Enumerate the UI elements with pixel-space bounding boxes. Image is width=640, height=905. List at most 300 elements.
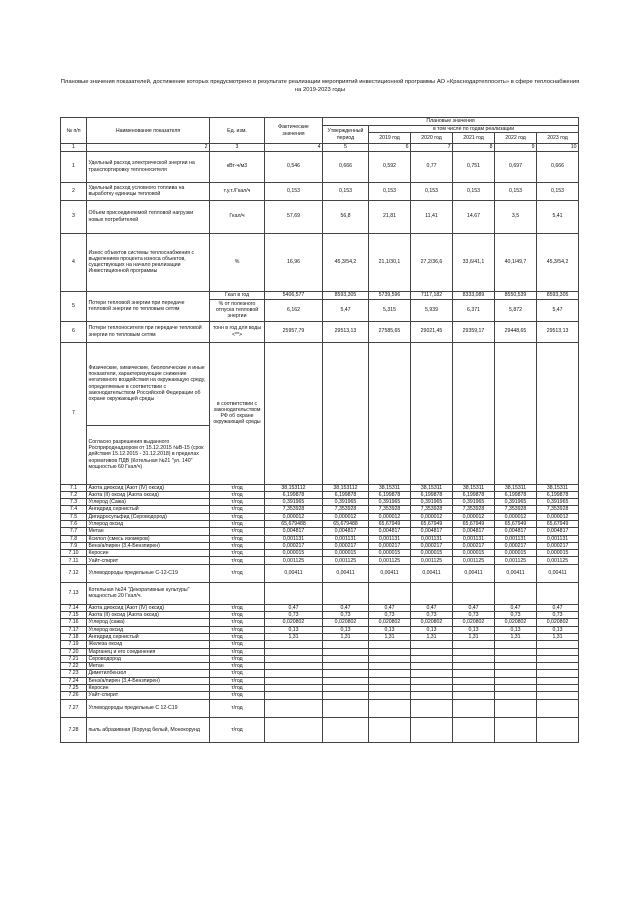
value-cell: 38,15311: [369, 484, 411, 491]
empty-cell: [453, 699, 495, 717]
value-cell: 38,153112: [265, 484, 323, 491]
value-cell: 0,47: [537, 604, 579, 611]
value-cell: 0,13: [265, 626, 323, 633]
table-row: [61, 619, 579, 626]
value-cell: 0,153: [453, 182, 495, 200]
unit-cell: т/год: [210, 513, 265, 520]
value-cell: 0,00411: [265, 564, 323, 582]
value-cell: 0,020802: [495, 619, 537, 626]
pollutant-name: Углерод оксид: [87, 520, 210, 527]
indicator-name: Физические, химические, биологические и иные показатели, характеризующие снижение негативного воздействия на окружающую среду, определяемые в соответствии с законодательством Российской Федерации об охране окружающей среды: [87, 342, 210, 425]
value-cell: 0,00411: [453, 564, 495, 582]
unit-cell: тонн в год для воды <**>: [210, 321, 265, 342]
row-number: 7.17: [61, 626, 87, 633]
value-cell: [265, 663, 323, 670]
value-cell: [265, 641, 323, 648]
row-number: 7.2: [61, 491, 87, 498]
value-cell: 0,004817: [537, 528, 579, 535]
unit-cell: т/год: [210, 619, 265, 626]
value-cell: 38,15311: [537, 484, 579, 491]
value-cell: [265, 648, 323, 655]
value-cell: 1,31: [265, 633, 323, 640]
pollutant-name: Сероводород: [87, 655, 210, 662]
value-cell: 0,000217: [411, 542, 453, 549]
indicator-name: Объем присоединяемой тепловой нагрузки новых потребителей: [87, 200, 210, 233]
value-cell: 0,000015: [495, 550, 537, 557]
value-cell: 5,939: [411, 299, 453, 321]
unit-cell: т/год: [210, 491, 265, 498]
value-cell: 0,73: [411, 612, 453, 619]
value-cell: 0,000217: [369, 542, 411, 549]
value-cell: 38,153112: [323, 484, 369, 491]
value-cell: 0,020802: [369, 619, 411, 626]
value-cell: 0,13: [323, 626, 369, 633]
empty-cell: [210, 582, 265, 604]
value-cell: 0,47: [265, 604, 323, 611]
value-cell: 0,020802: [265, 619, 323, 626]
value-cell: 21,1/30,1: [369, 233, 411, 291]
value-cell: 0,153: [323, 182, 369, 200]
header-year: 2021 год: [453, 133, 495, 144]
value-cell: 0,391965: [369, 499, 411, 506]
value-cell: 0,391965: [323, 499, 369, 506]
value-cell: 0,73: [323, 612, 369, 619]
value-cell: 29359,17: [453, 321, 495, 342]
value-cell: 0,47: [323, 604, 369, 611]
value-cell: 0,020802: [323, 619, 369, 626]
empty-cell: [453, 717, 495, 742]
value-cell: 0,000015: [265, 550, 323, 557]
empty-cell: [537, 342, 579, 484]
value-cell: 6,199878: [411, 491, 453, 498]
value-cell: 1,31: [411, 633, 453, 640]
row-number: 7.9: [61, 542, 87, 549]
colnum: 5: [323, 144, 369, 151]
pollutant-name: Ксилол (смесь изомеров): [87, 535, 210, 542]
value-cell: 0,77: [411, 151, 453, 182]
value-cell: 29513,13: [537, 321, 579, 342]
row-number: 7.5: [61, 513, 87, 520]
pollutant-name: Дигидросульфид (Сероводород): [87, 513, 210, 520]
value-cell: [453, 648, 495, 655]
value-cell: 7,353928: [495, 506, 537, 513]
value-cell: [369, 677, 411, 684]
header-by-years: в том числе по годам реализации: [369, 126, 579, 133]
header-year: 2020 год: [411, 133, 453, 144]
value-cell: 6,199878: [453, 491, 495, 498]
value-cell: [495, 641, 537, 648]
value-cell: [453, 692, 495, 699]
value-cell: [495, 648, 537, 655]
value-cell: [411, 641, 453, 648]
value-cell: 0,001125: [453, 557, 495, 564]
value-cell: [323, 648, 369, 655]
value-cell: 7117,182: [411, 291, 453, 299]
table-row: [61, 648, 579, 655]
value-cell: [453, 641, 495, 648]
empty-cell: [495, 582, 537, 604]
table-row: [61, 663, 579, 670]
value-cell: 0,73: [453, 612, 495, 619]
table-row: [61, 499, 579, 506]
value-cell: 38,15311: [411, 484, 453, 491]
pollutant-name: Углеводороды предельные С 12-С19: [87, 699, 210, 717]
pollutant-name: Бенз/а/пирен (3,4-Бензпирен): [87, 542, 210, 549]
value-cell: [411, 677, 453, 684]
value-cell: 0,004817: [495, 528, 537, 535]
document-title: Плановые значения показателей, достижение которых предусмотрено в результате реализации мероприятий инвестиционной программы АО «Краснодартеплосеть» в сфере теплоснабжения на 2019-2023 годы: [60, 79, 580, 93]
value-cell: 7,353928: [369, 506, 411, 513]
table-row: [61, 528, 579, 535]
value-cell: [323, 663, 369, 670]
value-cell: [537, 648, 579, 655]
value-cell: 1,31: [369, 633, 411, 640]
value-cell: [453, 663, 495, 670]
unit-cell: Гкал/ч: [210, 200, 265, 233]
value-cell: 0,73: [265, 612, 323, 619]
pollutant-name: Азота диоксид (Азот (IV) оксид): [87, 484, 210, 491]
pollutant-name: Керосин: [87, 550, 210, 557]
value-cell: [323, 685, 369, 692]
pollutant-name: Метан: [87, 663, 210, 670]
row-number: 7.26: [61, 692, 87, 699]
value-cell: 0,004817: [369, 528, 411, 535]
unit-cell: т/год: [210, 550, 265, 557]
value-cell: 0,020802: [453, 619, 495, 626]
value-cell: 0,000012: [265, 513, 323, 520]
unit-cell: т/год: [210, 499, 265, 506]
row-number: 3: [61, 200, 87, 233]
value-cell: 0,47: [411, 604, 453, 611]
value-cell: 8333,089: [453, 291, 495, 299]
colnum: 2: [87, 144, 210, 151]
row-number: 7.25: [61, 685, 87, 692]
pollutant-name: Углерод (Сажа): [87, 499, 210, 506]
value-cell: 0,697: [495, 151, 537, 182]
value-cell: [411, 663, 453, 670]
value-cell: 0,000015: [411, 550, 453, 557]
unit-cell: т/год: [210, 557, 265, 564]
value-cell: 0,153: [369, 182, 411, 200]
row-number: 7.8: [61, 535, 87, 542]
value-cell: 0,391965: [265, 499, 323, 506]
value-cell: 0,00411: [411, 564, 453, 582]
value-cell: 33,6/41,1: [453, 233, 495, 291]
value-cell: 0,13: [495, 626, 537, 633]
value-cell: 14,67: [453, 200, 495, 233]
table-row: [61, 542, 579, 549]
value-cell: 8593,305: [537, 291, 579, 299]
table-row: [61, 582, 579, 604]
value-cell: [537, 663, 579, 670]
value-cell: [411, 692, 453, 699]
table-row: [61, 692, 579, 699]
header-num: № п/п: [61, 118, 87, 144]
unit-cell: т/год: [210, 535, 265, 542]
empty-cell: [369, 699, 411, 717]
value-cell: 29021,45: [411, 321, 453, 342]
value-cell: 0,020802: [411, 619, 453, 626]
indicator-name: Удельный расход электрической энергии на транспортировку теплоносителя: [87, 151, 210, 182]
table-row: [61, 491, 579, 498]
unit-cell: т/год: [210, 612, 265, 619]
value-cell: 45,3/54,2: [537, 233, 579, 291]
row-number: 7.22: [61, 663, 87, 670]
pollutant-name: Бенз/а/пирен (3,4-Бензпирен): [87, 677, 210, 684]
value-cell: 0,13: [453, 626, 495, 633]
value-cell: 0,000217: [537, 542, 579, 549]
table-row: [61, 200, 579, 233]
unit-cell: т/год: [210, 641, 265, 648]
value-cell: [495, 655, 537, 662]
pollutant-name: Диметилбензол: [87, 670, 210, 677]
value-cell: 0,153: [265, 182, 323, 200]
empty-cell: [323, 717, 369, 742]
row-number: 7.12: [61, 564, 87, 582]
table-row: [61, 641, 579, 648]
row-number: 7.1: [61, 484, 87, 491]
value-cell: 5739,596: [369, 291, 411, 299]
colnum: 6: [369, 144, 411, 151]
unit-cell: т/год: [210, 717, 265, 742]
colnum: 4: [265, 144, 323, 151]
value-cell: 0,000012: [411, 513, 453, 520]
unit-cell: т/год: [210, 655, 265, 662]
value-cell: 6,199878: [537, 491, 579, 498]
empty-cell: [537, 699, 579, 717]
value-cell: 65,67949: [495, 520, 537, 527]
unit-cell: т.у.т./Гкал/ч: [210, 182, 265, 200]
row-number: 7.15: [61, 612, 87, 619]
pollutant-name: Углерод (сажа): [87, 619, 210, 626]
empty-cell: [265, 342, 323, 484]
value-cell: [453, 677, 495, 684]
value-cell: 0,391965: [537, 499, 579, 506]
value-cell: [369, 641, 411, 648]
empty-cell: [453, 582, 495, 604]
empty-cell: [323, 342, 369, 484]
value-cell: [537, 670, 579, 677]
table-row: [61, 564, 579, 582]
pollutant-name: Углерод оксид: [87, 626, 210, 633]
value-cell: 0,001131: [369, 535, 411, 542]
row-number: 1: [61, 151, 87, 182]
value-cell: [265, 692, 323, 699]
value-cell: 0,00411: [369, 564, 411, 582]
header-year: 2023 год: [537, 133, 579, 144]
value-cell: 0,001131: [411, 535, 453, 542]
value-cell: 65,67949: [537, 520, 579, 527]
table-row: [61, 633, 579, 640]
empty-cell: [411, 582, 453, 604]
colnum: 8: [453, 144, 495, 151]
empty-cell: [369, 582, 411, 604]
value-cell: 0,391965: [453, 499, 495, 506]
pollutant-name: Керосин: [87, 685, 210, 692]
value-cell: [265, 685, 323, 692]
row-number: 5: [61, 291, 87, 321]
table-row: [61, 612, 579, 619]
value-cell: 1,31: [323, 633, 369, 640]
unit-cell: т/год: [210, 564, 265, 582]
unit-cell: Гкал в год: [210, 291, 265, 299]
value-cell: 0,000012: [537, 513, 579, 520]
value-cell: 7,353928: [265, 506, 323, 513]
value-cell: [537, 641, 579, 648]
empty-cell: [537, 582, 579, 604]
empty-cell: [369, 717, 411, 742]
row-number: 7.3: [61, 499, 87, 506]
value-cell: 0,47: [369, 604, 411, 611]
value-cell: 38,15311: [495, 484, 537, 491]
indicator-name: Потери тепловой энергии при передаче тепловой энергии по тепловым сетям: [87, 291, 210, 321]
value-cell: 0,000012: [453, 513, 495, 520]
value-cell: 65,679488: [265, 520, 323, 527]
pollutant-name: Железа оксид: [87, 641, 210, 648]
value-cell: 0,000012: [495, 513, 537, 520]
value-cell: 5,47: [323, 299, 369, 321]
value-cell: [495, 692, 537, 699]
value-cell: 0,001131: [323, 535, 369, 542]
unit-cell: т/год: [210, 633, 265, 640]
value-cell: 5406,577: [265, 291, 323, 299]
value-cell: 65,679488: [323, 520, 369, 527]
row-number: 7.6: [61, 520, 87, 527]
colnum: 10: [537, 144, 579, 151]
value-cell: 0,000217: [323, 542, 369, 549]
value-cell: 0,004817: [265, 528, 323, 535]
value-cell: 0,000217: [265, 542, 323, 549]
pollutant-name: Уайт-спирит: [87, 692, 210, 699]
table-row: [61, 151, 579, 182]
value-cell: 0,000015: [537, 550, 579, 557]
pollutant-name: Углеводороды предельные С-12-С19: [87, 564, 210, 582]
value-cell: 6,371: [453, 299, 495, 321]
value-cell: 0,000012: [369, 513, 411, 520]
pollutant-name: Метан: [87, 528, 210, 535]
value-cell: 0,73: [369, 612, 411, 619]
value-cell: 0,001125: [323, 557, 369, 564]
empty-cell: [265, 717, 323, 742]
empty-cell: [495, 717, 537, 742]
value-cell: 6,199878: [369, 491, 411, 498]
empty-cell: [411, 717, 453, 742]
row-number: 7.23: [61, 670, 87, 677]
colnum: 3: [210, 144, 265, 151]
row-number: 7.27: [61, 699, 87, 717]
indicators-table: [60, 117, 579, 743]
value-cell: 45,3/54,2: [323, 233, 369, 291]
value-cell: 8550,539: [495, 291, 537, 299]
value-cell: 0,001131: [453, 535, 495, 542]
unit-cell: т/год: [210, 699, 265, 717]
value-cell: [495, 685, 537, 692]
value-cell: 3,5: [495, 200, 537, 233]
value-cell: 65,67949: [369, 520, 411, 527]
row-number: 2: [61, 182, 87, 200]
value-cell: [369, 663, 411, 670]
table-row: [61, 182, 579, 200]
unit-cell: т/год: [210, 542, 265, 549]
value-cell: 5,41: [537, 200, 579, 233]
empty-cell: [265, 582, 323, 604]
value-cell: 0,73: [537, 612, 579, 619]
colnum: 7: [411, 144, 453, 151]
value-cell: 0,391965: [411, 499, 453, 506]
value-cell: 6,162: [265, 299, 323, 321]
value-cell: 7,353928: [411, 506, 453, 513]
table-row: [61, 484, 579, 491]
row-number: 7.19: [61, 641, 87, 648]
pollutant-name: Азота диоксид (Азот (IV) оксид): [87, 604, 210, 611]
value-cell: 5,47: [537, 299, 579, 321]
value-cell: 0,001125: [537, 557, 579, 564]
table-row: [61, 520, 579, 527]
value-cell: [411, 670, 453, 677]
value-cell: 0,004817: [323, 528, 369, 535]
indicator-name: Износ объектов системы теплоснабжения с выделением процента износа объектов, существующих на начало реализации Инвестиционной программы: [87, 233, 210, 291]
indicator-name: Удельный расход условного топлива на выработку единицы тепловой: [87, 182, 210, 200]
value-cell: [537, 692, 579, 699]
indicator-name: Потери теплоносителя при передаче тепловой энергии по тепловым сетям: [87, 321, 210, 342]
value-cell: [323, 655, 369, 662]
unit-cell: т/год: [210, 520, 265, 527]
value-cell: 0,153: [537, 182, 579, 200]
value-cell: [453, 655, 495, 662]
colnum: 1: [61, 144, 87, 151]
permit-note: Согласно разрешения выданного Росприроднадзором от 15.12.2015 №В-15 (срок действия 15.12.2015 - 31.12.2018) в пределах нормативов ПДВ (Котельная №21 "ул. 140" мощностью 60 Гкал/ч): [87, 425, 210, 484]
pollutant-name: Азота (II) оксид (Азота оксид): [87, 612, 210, 619]
value-cell: 6,199878: [323, 491, 369, 498]
value-cell: 11,41: [411, 200, 453, 233]
value-cell: 0,00411: [495, 564, 537, 582]
row-number: 7.24: [61, 677, 87, 684]
value-cell: 6,199878: [495, 491, 537, 498]
value-cell: 29448,65: [495, 321, 537, 342]
table-row: [61, 717, 579, 742]
value-cell: 0,000217: [453, 542, 495, 549]
table-row: [61, 685, 579, 692]
pollutant-name: Марганец и его соединения: [87, 648, 210, 655]
table-row: [61, 699, 579, 717]
value-cell: 0,000012: [323, 513, 369, 520]
table-row: [61, 604, 579, 611]
header-name: Наименование показателя: [87, 118, 210, 144]
table-row: [61, 550, 579, 557]
table-row: [61, 342, 579, 425]
empty-cell: [411, 699, 453, 717]
value-cell: [453, 670, 495, 677]
value-cell: [495, 677, 537, 684]
value-cell: 7,353928: [453, 506, 495, 513]
value-cell: [323, 692, 369, 699]
boiler-name: Котельная №24 "Декоративные культуры" мощностью 20 Гкал/ч.: [87, 582, 210, 604]
value-cell: 0,153: [495, 182, 537, 200]
value-cell: 0,546: [265, 151, 323, 182]
value-cell: 6,199878: [265, 491, 323, 498]
unit-cell: т/год: [210, 528, 265, 535]
value-cell: 0,00411: [537, 564, 579, 582]
unit-cell: т/год: [210, 685, 265, 692]
row-number: 7.20: [61, 648, 87, 655]
value-cell: 16,96: [265, 233, 323, 291]
value-cell: [537, 685, 579, 692]
unit-cell: т/год: [210, 648, 265, 655]
value-cell: 7,353928: [537, 506, 579, 513]
pollutant-name: пыль абразивная (Корунд белый, Монокорунд: [87, 717, 210, 742]
value-cell: [537, 677, 579, 684]
header-year: 2019 год: [369, 133, 411, 144]
